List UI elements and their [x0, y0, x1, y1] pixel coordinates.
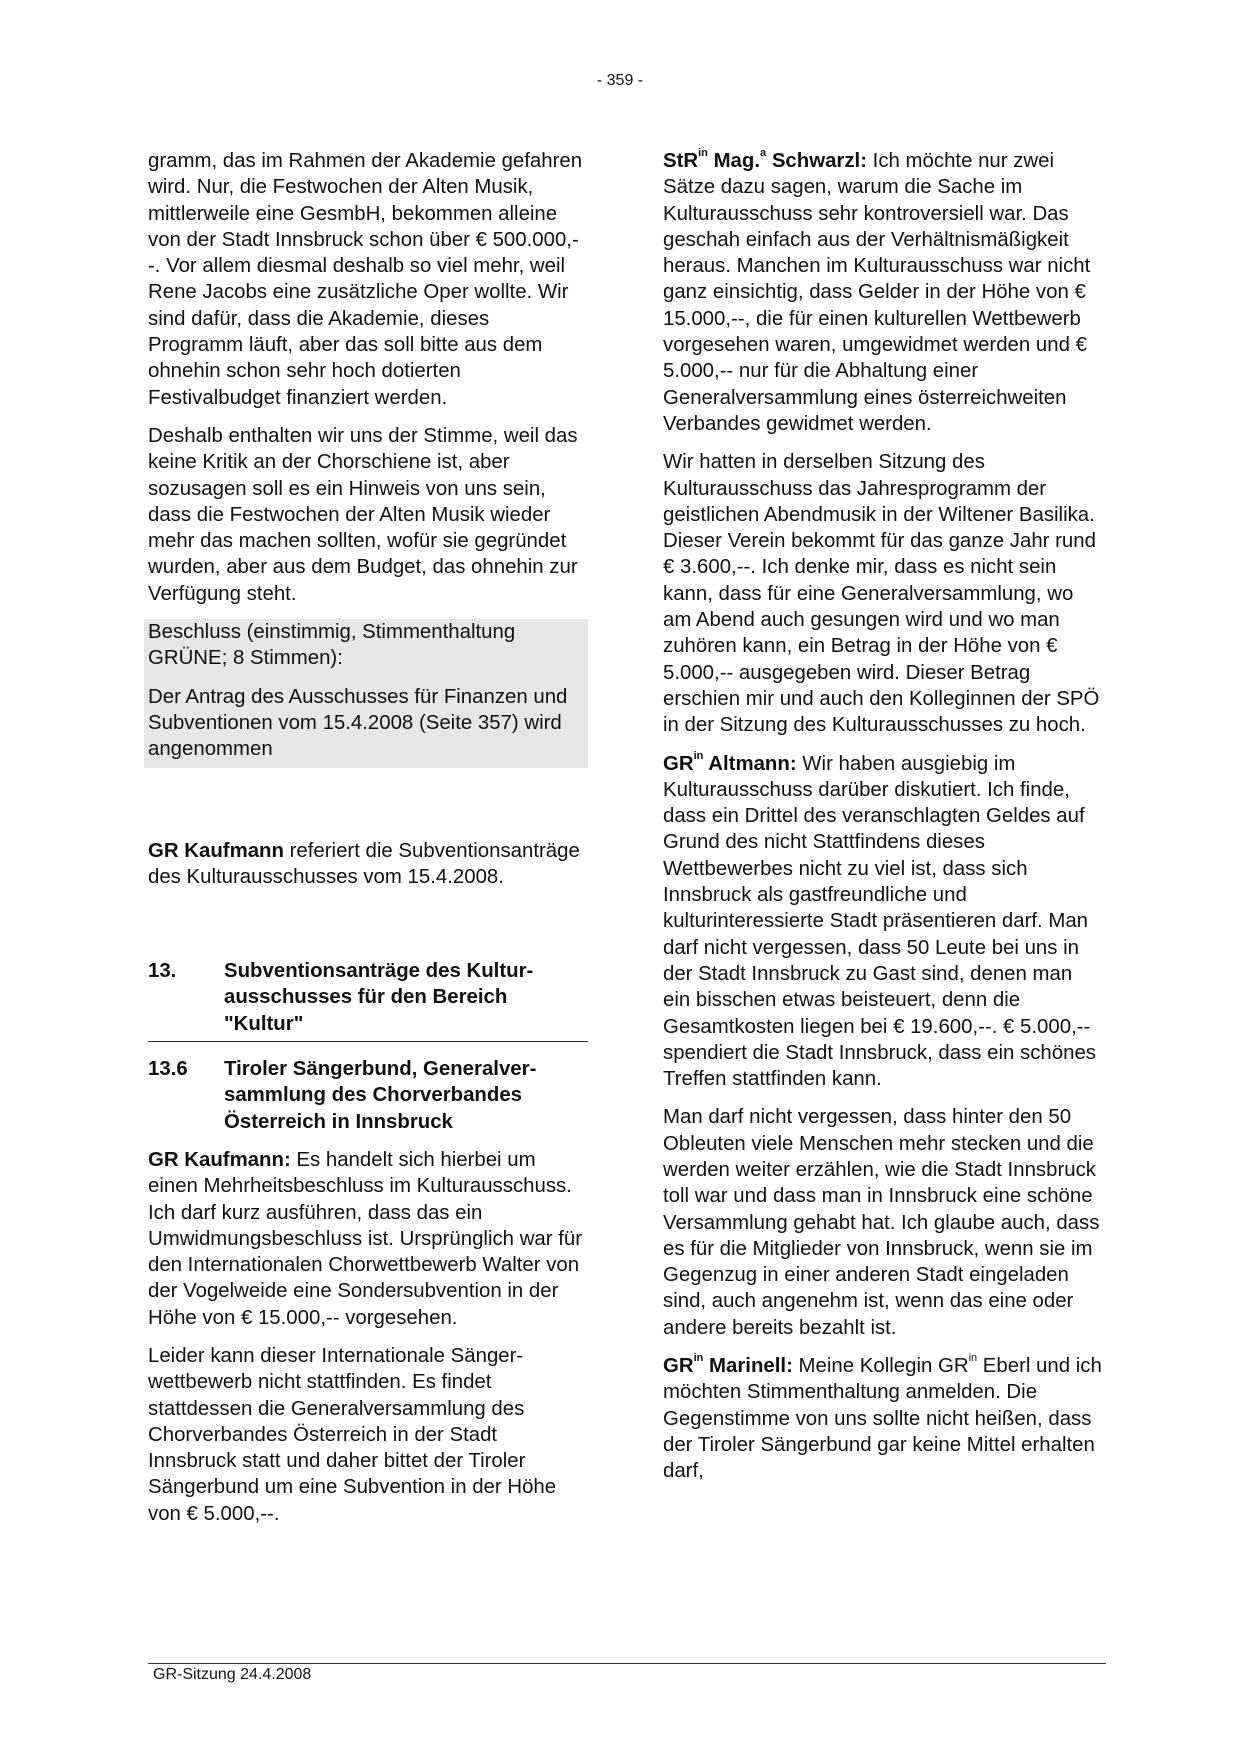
agenda-number: 13. [148, 960, 177, 983]
speech-text: Wir haben ausgiebig im Kulturausschuss darüber diskutiert. Ich finde, dass ein Drittel des veranschlagten Geldes auf Grund des nicht Stattfindens dieses Wettbewerbes nicht zu viel ist, dass sich Innsbruck als gastfreundliche und kulturinteressierte Stadt präsentieren darf. Man darf nicht vergessen, dass 50 Leute bei uns in der Stadt Innsbruck zu Gast sind, denen man ein bisschen etwas beisteuert, denn die Gesamtkosten liegen bei € 19.600,--. € 5.000,-- spendiert die Stadt Innsbruck, dass ein schönes Treffen stattfinden kann. [663, 752, 1096, 1091]
decision-text: Der Antrag des Ausschusses für Finanzen und Subventionen vom 15.4.2008 (Seite 357) wird angenommen [148, 685, 568, 761]
right-column [663, 148, 1103, 1497]
speech-paragraph [148, 1147, 588, 1331]
speech-text: referiert die Subventionsanträge des Kulturausschusses vom 15.4.2008. [148, 839, 580, 888]
paragraph: Wir hatten in derselben Sitzung des Kulturausschuss das Jahresprogramm der geistlichen Abendmusik in der Wiltener Basilika. Dieser Verein bekommt für das ganze Jahr rund € 3.600,--. Ich denke mir, dass es nicht sein kann, dass für eine Generalversammlung, wo am Abend auch gesungen wird und wo man zuhören kann, ein Betrag in der Höhe von € 5.000,-- ausgegeben wird. Dieser Betrag erschien mir und auch den Kolleginnen der SPÖ in der Sitzung des Kulturausschusses zu hoch. [663, 451, 1100, 737]
agenda-title: Tiroler Sängerbund, Generalversammlung des Chorverbandes Österreich in Innsbruck [224, 1058, 537, 1133]
speaker-name: GR Kaufmann: [148, 1148, 291, 1171]
decision-heading: Beschluss (einstimmig, Stimmenthaltung GRÜNE; 8 Stimmen): [148, 621, 516, 670]
speaker-name: GR Kaufmann [148, 839, 284, 862]
paragraph: Man darf nicht vergessen, dass hinter den 50 Obleuten viele Menschen mehr stecken und die werden weiter erzählen, wie die Stadt Innsbruck toll war und dass man in Innsbruck eine schöne Versammlung gehabt hat. Ich glaube auch, dass es für die Mitglieder von Innsbruck, wenn sie im Gegenzug in einer anderen Stadt eingeladen sind, auch angenehm ist, wenn das eine oder andere bereits bezahlt ist. [663, 1106, 1100, 1339]
speech-text: Meine Kollegin GR [792, 1355, 969, 1378]
speech-text: Ich möchte nur zwei Sätze dazu sagen, warum die Sache im Kulturausschuss sehr kontroversiell war. Das geschah einfach aus der Verhältnismäßigkeit heraus. Manchen im Kulturausschuss war nicht ganz einsichtig, dass Gelder in der Höhe von € 15.000,--, die für einen kulturellen Wettbewerb vorgesehen waren, umgewidmet werden und € 5.000,-- nur für die Abhaltung einer Generalversammlung eines österreichweiten Verbandes gewidmet werden. [663, 150, 1091, 435]
speech-paragraph [663, 751, 1103, 1093]
paragraph: Deshalb enthalten wir uns der Stimme, weil das keine Kritik an der Chorschiene ist, aber sozusagen soll es ein Hinweis von uns sein, dass die Festwochen der Alten Musik wieder mehr das machen sollten, wofür sie gegründet wurden, aber aus dem Budget, das ohnehin zur Verfügung steht. [148, 424, 578, 605]
superscript: in [968, 1352, 978, 1365]
footer-divider [148, 1663, 1106, 1664]
paragraph: gramm, das im Rahmen der Akademie gefahren wird. Nur, die Festwochen der Alten Musik, mittlerweile eine GesmbH, bekommen alleine von der Stadt Innsbruck schon über € 500.000,--. Vor allem diesmal deshalb so viel mehr, weil Rene Jacobs eine zusätzliche Oper wollte. Wir sind dafür, dass die Akademie, dieses Programm läuft, aber das soll bitte aus dem ohnehin schon sehr hoch dotierten Festivalbudget finanziert werden. [148, 150, 583, 409]
referral-paragraph [148, 838, 588, 891]
speech-paragraph [663, 1353, 1103, 1484]
agenda-title: Subventionsanträge des Kulturausschusses für den Bereich "Kultur" [224, 960, 534, 1035]
speaker-name: StR$^{in}$ Mag.$^a$ Schwarzl: [663, 147, 868, 172]
speaker-name: $GR^{in}$ Marinell: [663, 1352, 793, 1378]
speaker-name: $GR^{in}$ Altmann: [663, 749, 797, 775]
page-number: - 359 - [596, 72, 644, 89]
agenda-number: 13.6 [148, 1058, 188, 1081]
speech-text: Eberl und ich möchten Stimmenthaltung anmelden. Die Gegenstimme von uns sollte nicht heißen, dass der Tiroler Sängerbund gar keine Mittel erhalten darf, [663, 1355, 1102, 1483]
footer-text: GR-Sitzung 24.4.2008 [153, 1666, 312, 1683]
speech-text: Es handelt sich hierbei um einen Mehrheitsbeschluss im Kulturausschuss. Ich darf kurz ausführen, dass das ein Umwidmungsbeschluss ist. Ursprünglich war für den Internationalen Chorwettbewerb Walter von der Vogelweide eine Sondersubvention in der Höhe von € 15.000,-- vorgesehen. [148, 1148, 583, 1329]
left-column [148, 148, 588, 1539]
agenda-item-13 [148, 958, 588, 1042]
speech-paragraph [663, 148, 1103, 437]
agenda-item-13-6 [148, 1056, 588, 1135]
paragraph: Leider kann dieser Internationale Sängerwettbewerb nicht stattfinden. Es findet stattdessen die Generalversammlung des Chorverbandes Österreich in der Stadt Innsbruck statt und daher bittet der Tiroler Sängerbund um eine Subvention in der Höhe von € 5.000,--. [148, 1344, 557, 1525]
decision-box [144, 619, 588, 767]
